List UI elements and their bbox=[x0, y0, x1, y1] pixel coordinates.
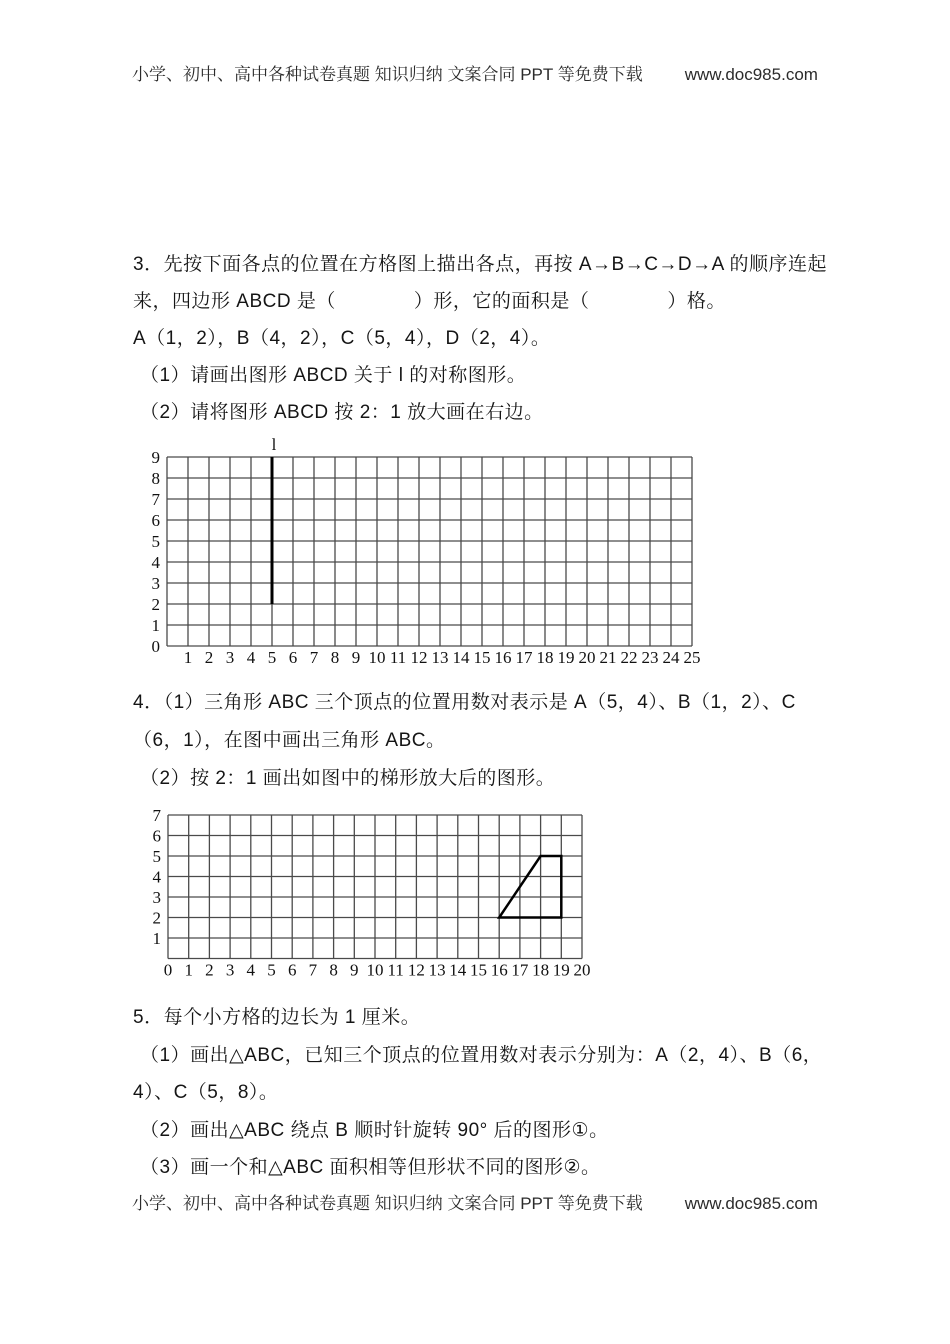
question-3-coordinates: A（1，2），B（4，2），C（5，4），D（2，4）。 bbox=[133, 328, 551, 349]
svg-text:17: 17 bbox=[511, 960, 529, 980]
svg-text:24: 24 bbox=[662, 648, 680, 667]
svg-text:7: 7 bbox=[152, 806, 161, 825]
svg-text:12: 12 bbox=[407, 960, 425, 980]
svg-text:11: 11 bbox=[389, 648, 407, 667]
header-text: 小学、初中、高中各种试卷真题 知识归纳 文案合同 PPT 等免费下载 bbox=[132, 65, 643, 84]
svg-text:13: 13 bbox=[431, 648, 449, 667]
grid-1-svg bbox=[140, 430, 725, 678]
question-3 bbox=[133, 246, 833, 431]
question-3-line-2: 来，四边形 ABCD 是（ ）形，它的面积是（ ）格。 bbox=[133, 291, 726, 312]
svg-text:16: 16 bbox=[490, 960, 508, 980]
svg-text:8: 8 bbox=[330, 648, 340, 667]
svg-text:19: 19 bbox=[552, 960, 570, 980]
svg-text:9: 9 bbox=[350, 960, 359, 980]
header-url: www.doc985.com bbox=[684, 65, 818, 84]
svg-text:10: 10 bbox=[368, 648, 386, 667]
svg-text:6: 6 bbox=[151, 511, 160, 530]
svg-text:8: 8 bbox=[329, 960, 338, 980]
svg-text:1: 1 bbox=[184, 960, 193, 980]
page-header bbox=[0, 60, 950, 85]
svg-text:19: 19 bbox=[557, 648, 575, 667]
svg-text:0: 0 bbox=[163, 960, 173, 980]
svg-text:10: 10 bbox=[366, 960, 384, 980]
svg-text:5: 5 bbox=[267, 960, 276, 980]
svg-text:18: 18 bbox=[532, 960, 550, 980]
svg-text:22: 22 bbox=[620, 648, 638, 667]
grid-figure-1 bbox=[140, 430, 725, 683]
question-5-sub-2: （2）画出△ABC 绕点 B 顺时针旋转 90° 后的图形①。 bbox=[140, 1119, 609, 1141]
svg-text:2: 2 bbox=[204, 648, 214, 667]
svg-text:14: 14 bbox=[452, 648, 470, 667]
svg-text:7: 7 bbox=[151, 490, 160, 509]
question-5-sub-1a: （1）画出△ABC，已知三个顶点的位置用数对表示分别为：A（2，4）、B（6， bbox=[140, 1044, 823, 1066]
question-3-line-1: 3．先按下面各点的位置在方格图上描出各点，再按 A→B→C→D→A 的顺序连起 bbox=[133, 254, 828, 275]
svg-text:14: 14 bbox=[449, 960, 467, 980]
question-5-line-1: 5．每个小方格的边长为 1 厘米。 bbox=[133, 1007, 421, 1028]
svg-text:15: 15 bbox=[470, 960, 487, 980]
svg-text:4: 4 bbox=[151, 553, 160, 572]
svg-text:4: 4 bbox=[152, 867, 161, 887]
svg-text:6: 6 bbox=[288, 648, 298, 667]
svg-text:6: 6 bbox=[152, 826, 161, 846]
svg-text:4: 4 bbox=[246, 960, 256, 980]
svg-text:7: 7 bbox=[309, 648, 319, 667]
svg-text:3: 3 bbox=[225, 648, 235, 667]
question-4-line-1: 4．（1）三角形 ABC 三个顶点的位置用数对表示是 A（5，4）、B（1，2）、C bbox=[133, 692, 796, 713]
svg-text:21: 21 bbox=[599, 648, 617, 667]
svg-text:23: 23 bbox=[641, 648, 659, 667]
svg-text:0: 0 bbox=[151, 637, 160, 656]
footer-text: 小学、初中、高中各种试卷真题 知识归纳 文案合同 PPT 等免费下载 bbox=[132, 1194, 643, 1213]
svg-text:20: 20 bbox=[578, 648, 596, 667]
svg-text:16: 16 bbox=[494, 648, 512, 667]
question-4-sub-2: （2）按 2：1 画出如图中的梯形放大后的图形。 bbox=[140, 768, 556, 789]
svg-text:2: 2 bbox=[205, 960, 214, 980]
svg-text:5: 5 bbox=[152, 847, 161, 866]
svg-text:17: 17 bbox=[515, 648, 533, 667]
svg-text:8: 8 bbox=[151, 469, 160, 488]
footer-url: www.doc985.com bbox=[684, 1194, 818, 1213]
svg-text:18: 18 bbox=[536, 648, 554, 667]
svg-text:1: 1 bbox=[183, 648, 193, 667]
svg-text:20: 20 bbox=[573, 960, 591, 980]
question-4 bbox=[133, 684, 833, 798]
question-5 bbox=[133, 999, 833, 1187]
svg-text:3: 3 bbox=[152, 888, 161, 907]
svg-text:2: 2 bbox=[152, 908, 161, 928]
svg-text:1: 1 bbox=[151, 616, 160, 635]
svg-text:5: 5 bbox=[151, 532, 160, 551]
svg-text:15: 15 bbox=[473, 648, 491, 667]
svg-text:l: l bbox=[271, 435, 277, 454]
svg-text:11: 11 bbox=[387, 960, 404, 980]
question-5-sub-3: （3）画一个和△ABC 面积相等但形状不同的图形②。 bbox=[140, 1157, 601, 1178]
svg-text:9: 9 bbox=[351, 648, 361, 667]
page-footer bbox=[0, 1189, 950, 1214]
svg-text:1: 1 bbox=[152, 929, 161, 948]
grid-2-svg bbox=[140, 806, 625, 991]
svg-text:12: 12 bbox=[410, 648, 428, 667]
question-4-line-2: （6，1），在图中画出三角形 ABC。 bbox=[133, 730, 446, 751]
svg-text:13: 13 bbox=[428, 960, 446, 980]
svg-text:5: 5 bbox=[267, 648, 277, 667]
svg-text:6: 6 bbox=[287, 960, 297, 980]
grid-figure-2 bbox=[140, 806, 625, 996]
svg-text:3: 3 bbox=[151, 574, 160, 593]
svg-text:25: 25 bbox=[683, 648, 701, 667]
svg-text:7: 7 bbox=[308, 960, 318, 980]
question-3-sub-1: （1）请画出图形 ABCD 关于 l 的对称图形。 bbox=[140, 365, 527, 386]
question-3-sub-2: （2）请将图形 ABCD 按 2：1 放大画在右边。 bbox=[140, 402, 544, 423]
svg-text:3: 3 bbox=[225, 960, 235, 980]
svg-text:4: 4 bbox=[246, 648, 256, 667]
svg-text:9: 9 bbox=[151, 448, 160, 467]
question-5-sub-1b: 4）、C（5，8）。 bbox=[133, 1082, 279, 1103]
svg-text:2: 2 bbox=[151, 595, 160, 614]
